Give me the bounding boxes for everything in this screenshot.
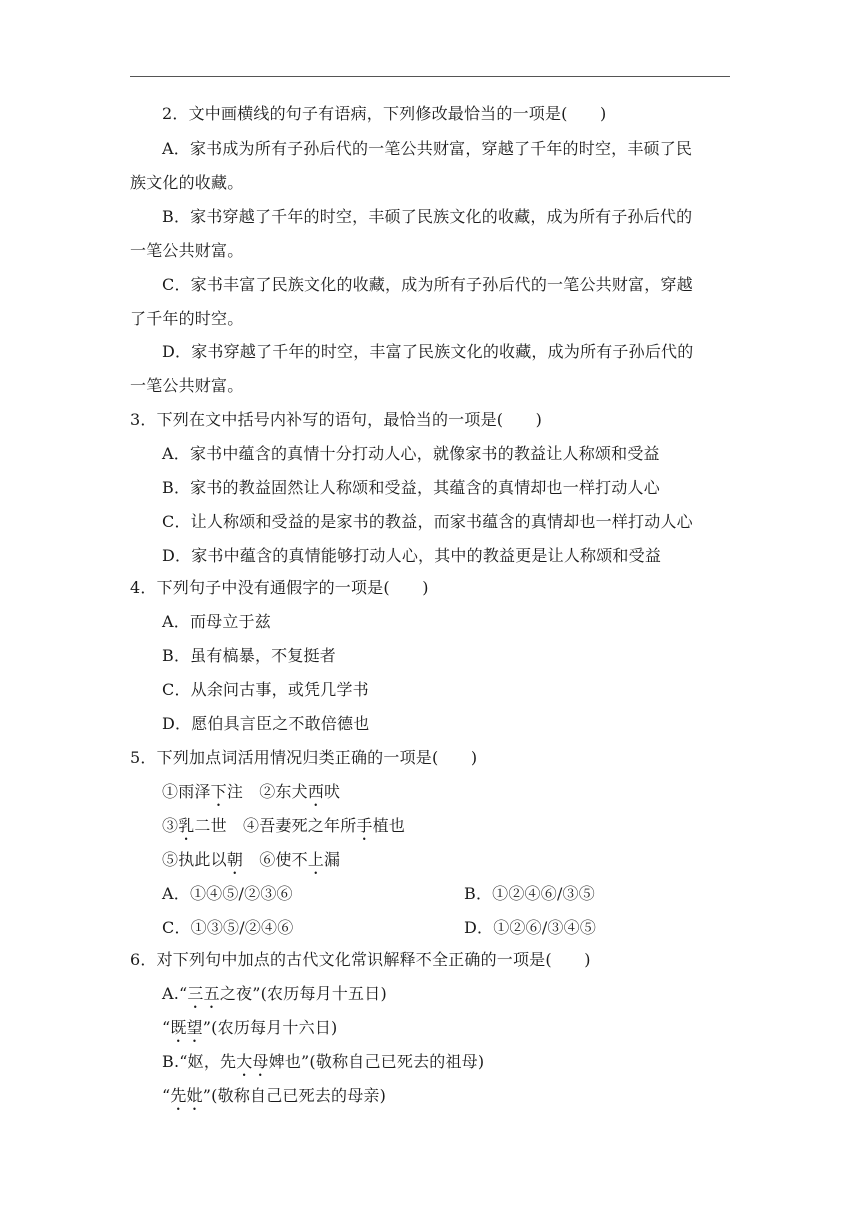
q6-option-a-line-1 — [162, 984, 387, 1012]
q5-item-text: ①雨泽 — [162, 782, 211, 801]
q5-items-row-3 — [162, 850, 340, 878]
q6-text: 之夜”(农历每月十五日) — [219, 984, 387, 1003]
q2-option-c: C．家书丰富了民族文化的收藏，成为所有子孙后代的一笔公共财富，穿越 — [162, 275, 693, 294]
q2-option-a: A．家书成为所有子孙后代的一笔公共财富，穿越了千年的时空，丰硕了民 — [162, 139, 693, 158]
q2-stem: 2．文中画横线的句子有语病，下列修改最恰当的一项是( ) — [162, 104, 607, 123]
q6-text: ”(农历每月十六日) — [202, 1018, 338, 1037]
emphasized-word: 下 — [210, 782, 227, 801]
q6-text: “ — [162, 1018, 171, 1037]
q2-option-d: D．家书穿越了千年的时空，丰富了民族文化的收藏，成为所有子孙后代的 — [162, 342, 694, 361]
emphasized-word: 手 — [356, 816, 373, 835]
q6-option-b-line-1 — [162, 1052, 484, 1080]
q3-option-c: C．让人称颂和受益的是家书的教益，而家书蕴含的真情却也一样打动人心 — [162, 512, 693, 531]
q6-stem: 6．对下列句中加点的古代文化常识解释不全正确的一项是( ) — [130, 950, 591, 969]
q4-option-c: C．从余问古事，或凭几学书 — [162, 680, 369, 699]
q4-option-b: B．虽有槁暴，不复挺者 — [162, 646, 336, 665]
q2-option-b: B．家书穿越了千年的时空，丰硕了民族文化的收藏，成为所有子孙后代的 — [162, 207, 693, 226]
q6-text: ”(敬称自己已死去的母亲) — [202, 1086, 387, 1105]
emphasized-word: 上 — [307, 850, 325, 869]
emphasized-word: 既望 — [170, 1018, 203, 1037]
q6-text: 婢也”(敬称自己已死去的祖母) — [268, 1052, 485, 1071]
q3-stem: 3．下列在文中括号内补写的语句，最恰当的一项是( ) — [130, 410, 543, 429]
q5-item-text: ③ — [162, 816, 179, 835]
q2-option-b-cont: 一笔公共财富。 — [130, 241, 244, 260]
q5-option-d: D．①②⑥/③④⑤ — [464, 918, 597, 937]
q2-option-a-cont: 族文化的收藏。 — [130, 173, 244, 192]
q5-item-text: 漏 — [324, 850, 341, 869]
q4-option-d: D．愿伯具言臣之不敢倍德也 — [162, 714, 370, 733]
q6-option-b-line-2 — [162, 1086, 386, 1114]
q4-option-a: A．而母立于兹 — [162, 612, 271, 631]
q2-option-d-cont: 一笔公共财富。 — [130, 376, 244, 395]
q5-items-row-2 — [162, 816, 405, 844]
emphasized-word: 西 — [307, 782, 325, 801]
q6-option-a-line-2 — [162, 1018, 337, 1046]
q5-items-row-1 — [162, 782, 340, 810]
q5-stem: 5．下列加点词活用情况归类正确的一项是( ) — [130, 748, 478, 767]
q3-option-d: D．家书中蕴含的真情能够打动人心，其中的教益更是让人称颂和受益 — [162, 546, 662, 565]
emphasized-word: 乳 — [178, 816, 195, 835]
q5-item-text: 注 ②东犬 — [226, 782, 308, 801]
emphasized-word: 三五 — [187, 984, 220, 1003]
q6-text: B.“妪，先 — [162, 1052, 237, 1071]
q3-option-b: B．家书的教益固然让人称颂和受益，其蕴含的真情却也一样打动人心 — [162, 478, 660, 497]
q5-item-text: 植也 — [372, 816, 406, 835]
q5-option-b: B．①②④⑥/③⑤ — [464, 884, 595, 903]
emphasized-word: 朝 — [226, 850, 244, 869]
q5-item-text: 吠 — [324, 782, 341, 801]
header-rule — [130, 76, 730, 77]
emphasized-word: 大母 — [236, 1052, 269, 1071]
q5-option-a: A．①④⑤/②③⑥ — [162, 884, 293, 903]
q5-item-text: ⑤执此以 — [162, 850, 227, 869]
q5-item-text: ⑥使不 — [243, 850, 308, 869]
q6-text: A.“ — [162, 984, 188, 1003]
q3-option-a: A．家书中蕴含的真情十分打动人心，就像家书的教益让人称颂和受益 — [162, 444, 660, 463]
q5-option-c: C．①③⑤/②④⑥ — [162, 918, 294, 937]
q5-item-text: 二世 ④吾妻死之年所 — [194, 816, 357, 835]
q6-text: “ — [162, 1086, 171, 1105]
q4-stem: 4．下列句子中没有通假字的一项是( ) — [130, 578, 429, 597]
q2-option-c-cont: 了千年的时空。 — [130, 309, 244, 328]
emphasized-word: 先妣 — [170, 1086, 203, 1105]
